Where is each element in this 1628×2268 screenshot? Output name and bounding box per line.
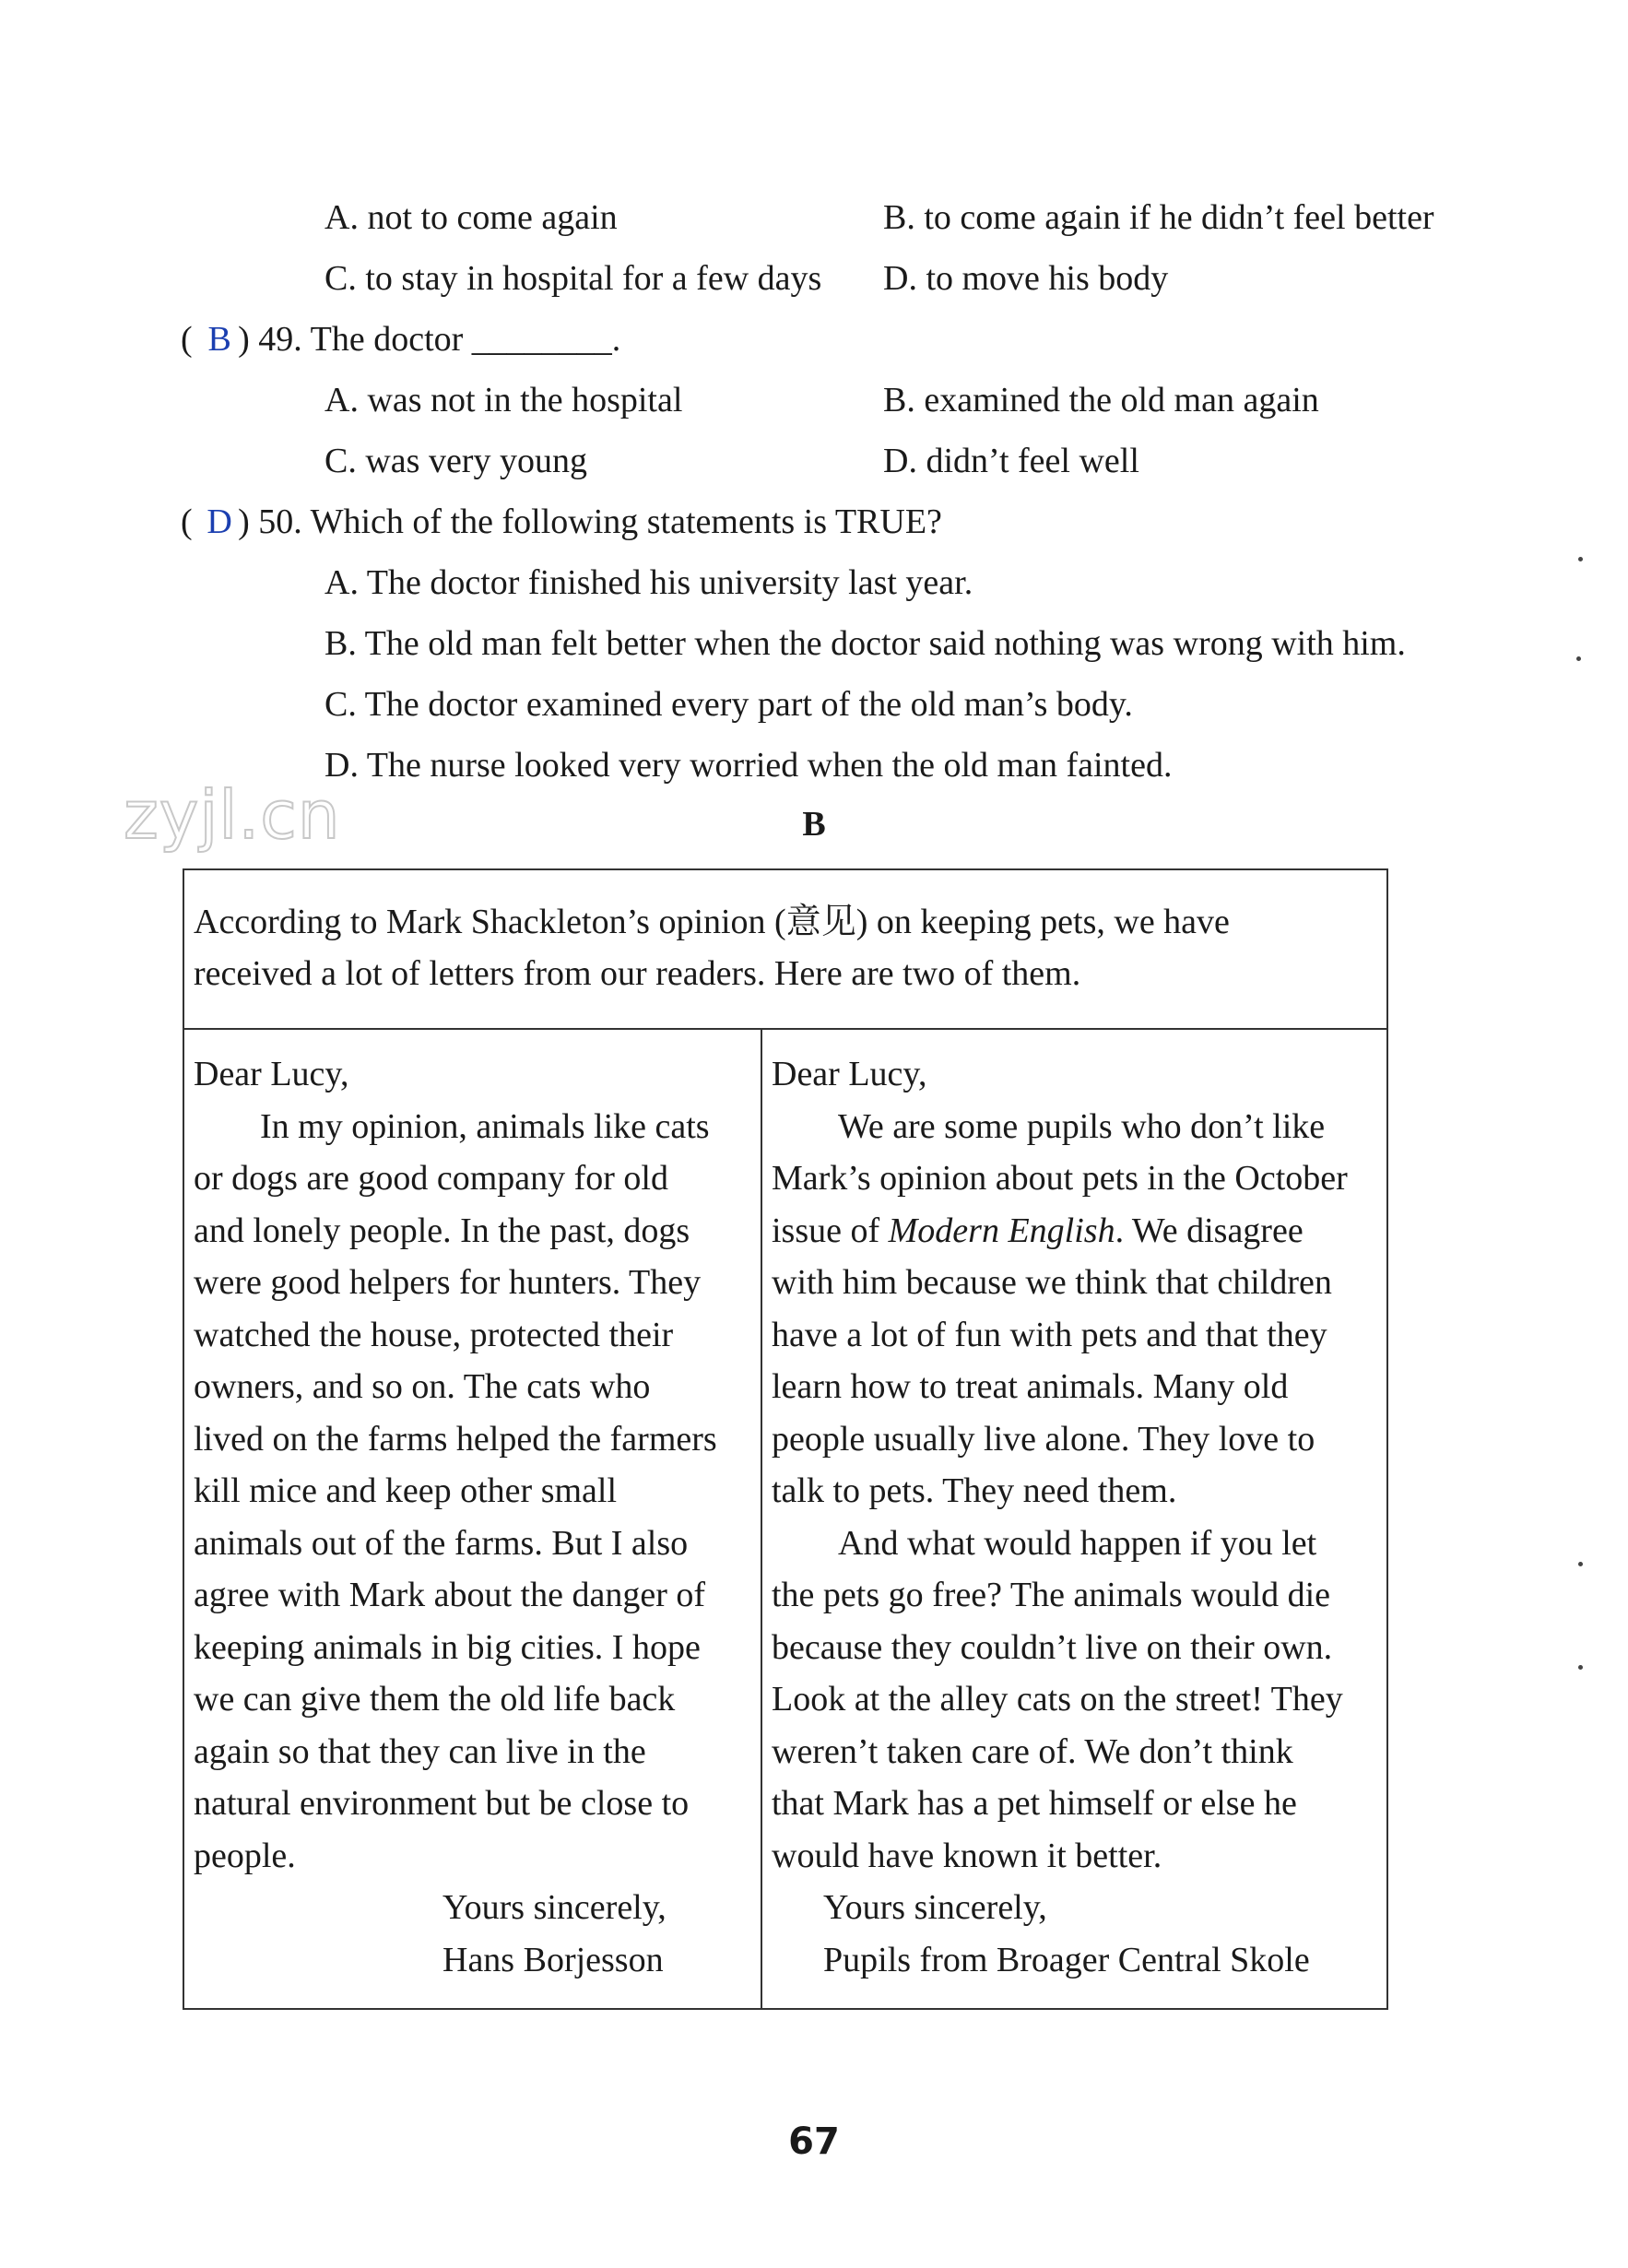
- q50-option-d: D. The nurse looked very worried when the old man fainted.: [324, 746, 1173, 785]
- watermark: zyjl.cn: [124, 776, 341, 854]
- q49-option-a: A. was not in the hospital: [324, 381, 683, 419]
- page-number: 67: [788, 2120, 840, 2163]
- scan-speck: [1578, 1665, 1583, 1670]
- q49-option-c: C. was very young: [324, 442, 587, 480]
- q48-option-d: D. to move his body: [883, 259, 1169, 298]
- section-label: B: [802, 805, 826, 844]
- q50-stem: ( D ) 50. Which of the following statements is TRUE?: [181, 500, 942, 544]
- magazine-title: Modern English: [888, 1211, 1115, 1250]
- q48-option-b: B. to come again if he didn’t feel better: [883, 198, 1434, 237]
- q50-answer: D: [206, 502, 232, 541]
- q50-option-a: A. The doctor finished his university last year.: [324, 563, 973, 602]
- letter-left: Dear Lucy, In my opinion, animals like cats or dogs are good company for old and lonely people. In the past, dogs were good helpers for hunters. They watched the house, protected their owners, and so on. The cats who lived on the farms helped the farmers kill mice and keep other small animals out of the farms. But I also agree with Mark about the danger of keeping animals in big cities. I hope we can give them the old life back again so that they can live in the natural environment but be close to people. Yours sincerely, Hans Borjesson: [184, 1030, 762, 2008]
- q50-option-c: C. The doctor examined every part of the old man’s body.: [324, 685, 1133, 724]
- scan-speck: [1578, 1562, 1583, 1566]
- q49-option-d: D. didn’t feel well: [883, 442, 1139, 480]
- q49-answer: B: [207, 320, 231, 359]
- intro-text: According to Mark Shackleton’s opinion (意见) on keeping pets, we have received a lot of letters from our readers. Here are two of them.: [184, 870, 1386, 1030]
- q49-stem: ( B ) 49. The doctor ________.: [181, 317, 620, 361]
- letters-box: [183, 868, 1388, 2010]
- q48-option-c: C. to stay in hospital for a few days: [324, 259, 822, 298]
- q49-option-b: B. examined the old man again: [883, 381, 1319, 419]
- letter-left-closing: Yours sincerely,: [442, 1888, 667, 1927]
- letter-right: Dear Lucy, We are some pupils who don’t like Mark’s opinion about pets in the October issue of Modern English. We disagree with him because we think that children have a lot of fun with pets and that they learn how to treat animals. Many old people usually live alone. They love to talk to pets. They need them. And what would happen if you let the pets go free? The animals would die because they couldn’t live on their own. Look at the alley cats on the street! They weren’t taken care of. We don’t think that Mark has a pet himself or else he would have known it better. Yours sincerely, Pupils from Broager Central Skole: [762, 1030, 1388, 2008]
- letter-left-signature: Hans Borjesson: [442, 1940, 664, 1979]
- scan-speck: [1576, 656, 1581, 661]
- scan-speck: [1578, 557, 1583, 561]
- letter-right-greeting: Dear Lucy,: [772, 1055, 927, 1093]
- letter-right-closing: Yours sincerely,: [823, 1888, 1047, 1927]
- q48-option-a: A. not to come again: [324, 198, 618, 237]
- letter-left-greeting: Dear Lucy,: [194, 1055, 349, 1093]
- q50-option-b: B. The old man felt better when the doctor said nothing was wrong with him.: [324, 624, 1406, 663]
- letter-right-signature: Pupils from Broager Central Skole: [823, 1940, 1310, 1979]
